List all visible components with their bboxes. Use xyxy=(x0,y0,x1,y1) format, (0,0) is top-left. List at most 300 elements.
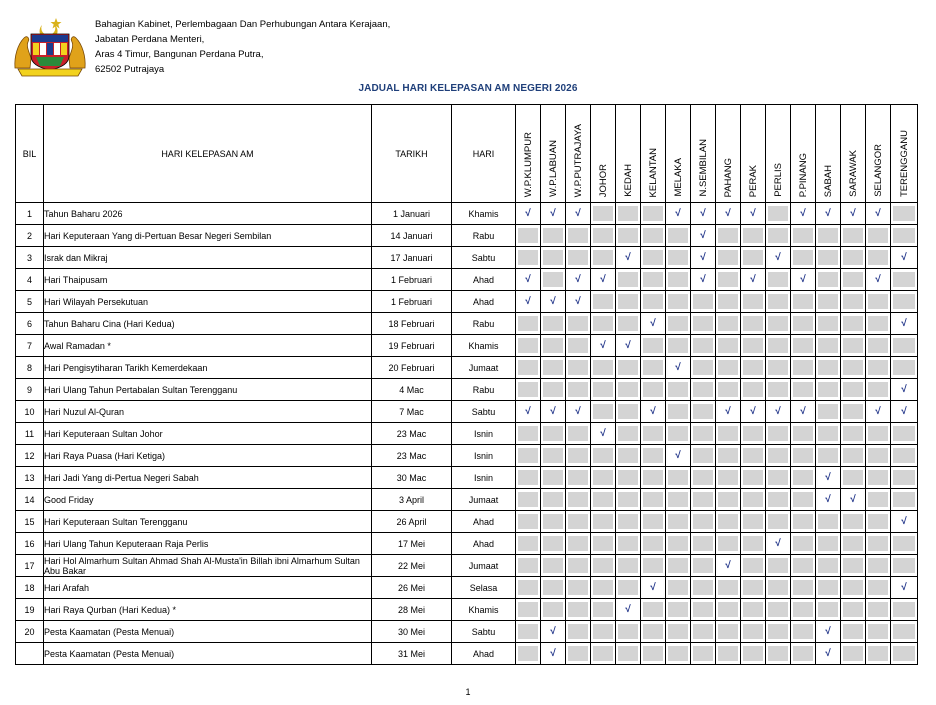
grey-fill xyxy=(893,492,915,507)
grey-fill xyxy=(818,426,838,441)
grey-fill xyxy=(643,250,663,265)
grey-fill xyxy=(718,492,738,507)
no-holiday-cell xyxy=(616,313,641,335)
no-holiday-cell xyxy=(866,489,891,511)
holiday-day: Rabu xyxy=(452,225,516,247)
table-row xyxy=(16,335,918,357)
table-row xyxy=(16,379,918,401)
no-holiday-cell xyxy=(841,401,866,423)
no-holiday-cell xyxy=(841,621,866,643)
no-holiday-cell xyxy=(691,577,716,599)
state-label: PERLIS xyxy=(772,163,784,197)
holiday-date: 23 Mac xyxy=(372,445,452,467)
no-holiday-cell xyxy=(791,489,816,511)
no-holiday-cell xyxy=(641,533,666,555)
no-holiday-cell xyxy=(516,577,541,599)
no-holiday-cell xyxy=(591,599,616,621)
no-holiday-cell xyxy=(666,247,691,269)
no-holiday-cell xyxy=(716,445,741,467)
table-row xyxy=(16,555,918,577)
no-holiday-cell xyxy=(691,643,716,665)
no-holiday-cell xyxy=(791,291,816,313)
grey-fill xyxy=(693,316,713,331)
holiday-check: √ xyxy=(741,269,766,291)
no-holiday-cell xyxy=(866,467,891,489)
holiday-day: Isnin xyxy=(452,445,516,467)
grey-fill xyxy=(843,646,863,661)
grey-fill xyxy=(618,536,638,551)
holiday-day: Isnin xyxy=(452,423,516,445)
no-holiday-cell xyxy=(766,313,791,335)
no-holiday-cell xyxy=(516,357,541,379)
no-holiday-cell xyxy=(766,555,791,577)
grey-fill xyxy=(618,316,638,331)
grey-fill xyxy=(643,646,663,661)
holiday-check: √ xyxy=(616,599,641,621)
no-holiday-cell xyxy=(616,291,641,313)
grey-fill xyxy=(568,382,588,397)
grey-fill xyxy=(743,580,763,595)
column-header-state xyxy=(616,105,641,203)
no-holiday-cell xyxy=(591,401,616,423)
grey-fill xyxy=(593,624,613,639)
grey-fill xyxy=(543,272,563,287)
holiday-day: Rabu xyxy=(452,313,516,335)
no-holiday-cell xyxy=(791,335,816,357)
no-holiday-cell xyxy=(516,555,541,577)
grey-fill xyxy=(643,536,663,551)
no-holiday-cell xyxy=(716,357,741,379)
table-row xyxy=(16,643,918,665)
no-holiday-cell xyxy=(666,621,691,643)
no-holiday-cell xyxy=(566,577,591,599)
grey-fill xyxy=(868,250,888,265)
holiday-day: Ahad xyxy=(452,533,516,555)
column-header-state xyxy=(641,105,666,203)
grey-fill xyxy=(768,272,788,287)
no-holiday-cell xyxy=(866,247,891,269)
row-number: 9 xyxy=(16,379,44,401)
holiday-check: √ xyxy=(516,291,541,313)
no-holiday-cell xyxy=(716,599,741,621)
no-holiday-cell xyxy=(641,467,666,489)
no-holiday-cell xyxy=(766,445,791,467)
no-holiday-cell xyxy=(641,203,666,225)
state-label: TERENGGANU xyxy=(898,129,910,197)
row-number: 5 xyxy=(16,291,44,313)
no-holiday-cell xyxy=(516,533,541,555)
grey-fill xyxy=(593,404,613,419)
grey-fill xyxy=(693,360,713,375)
no-holiday-cell xyxy=(541,423,566,445)
grey-fill xyxy=(568,228,588,243)
holiday-name: Hari Nuzul Al-Quran xyxy=(44,401,372,423)
no-holiday-cell xyxy=(516,511,541,533)
row-number: 20 xyxy=(16,621,44,643)
no-holiday-cell xyxy=(891,643,918,665)
no-holiday-cell xyxy=(716,533,741,555)
no-holiday-cell xyxy=(541,489,566,511)
grey-fill xyxy=(643,206,663,221)
holiday-name: Pesta Kaamatan (Pesta Menuai) xyxy=(44,621,372,643)
holiday-date: 7 Mac xyxy=(372,401,452,423)
grey-fill xyxy=(593,646,613,661)
no-holiday-cell xyxy=(841,269,866,291)
no-holiday-cell xyxy=(741,511,766,533)
no-holiday-cell xyxy=(716,577,741,599)
no-holiday-cell xyxy=(791,555,816,577)
no-holiday-cell xyxy=(716,247,741,269)
no-holiday-cell xyxy=(666,423,691,445)
grey-fill xyxy=(518,624,538,639)
no-holiday-cell xyxy=(641,489,666,511)
no-holiday-cell xyxy=(616,467,641,489)
no-holiday-cell xyxy=(566,533,591,555)
holiday-date: 17 Januari xyxy=(372,247,452,269)
holiday-check: √ xyxy=(866,401,891,423)
no-holiday-cell xyxy=(866,445,891,467)
no-holiday-cell xyxy=(566,467,591,489)
grey-fill xyxy=(668,624,688,639)
holiday-date: 19 Februari xyxy=(372,335,452,357)
no-holiday-cell xyxy=(766,203,791,225)
grey-fill xyxy=(668,514,688,529)
table-row xyxy=(16,203,918,225)
grey-fill xyxy=(743,228,763,243)
grey-fill xyxy=(543,558,563,573)
table-row xyxy=(16,577,918,599)
holiday-check: √ xyxy=(516,269,541,291)
no-holiday-cell xyxy=(891,599,918,621)
no-holiday-cell xyxy=(841,577,866,599)
grey-fill xyxy=(793,250,813,265)
page-number: 1 xyxy=(465,687,471,697)
no-holiday-cell xyxy=(616,423,641,445)
no-holiday-cell xyxy=(866,291,891,313)
grey-fill xyxy=(868,426,888,441)
no-holiday-cell xyxy=(616,401,641,423)
grey-fill xyxy=(543,426,563,441)
holiday-name: Hari Ulang Tahun Pertabalan Sultan Terengganu xyxy=(44,379,372,401)
grey-fill xyxy=(643,272,663,287)
grey-fill xyxy=(818,228,838,243)
grey-fill xyxy=(868,360,888,375)
no-holiday-cell xyxy=(716,511,741,533)
grey-fill xyxy=(518,558,538,573)
no-holiday-cell xyxy=(766,225,791,247)
state-label: P.PINANG xyxy=(797,152,809,197)
grey-fill xyxy=(868,580,888,595)
no-holiday-cell xyxy=(691,599,716,621)
no-holiday-cell xyxy=(516,445,541,467)
grey-fill xyxy=(843,514,863,529)
row-number: 15 xyxy=(16,511,44,533)
grey-fill xyxy=(793,492,813,507)
no-holiday-cell xyxy=(766,467,791,489)
grey-fill xyxy=(593,250,613,265)
no-holiday-cell xyxy=(866,577,891,599)
grey-fill xyxy=(893,536,915,551)
grey-fill xyxy=(693,294,713,309)
row-number: 7 xyxy=(16,335,44,357)
grey-fill xyxy=(518,602,538,617)
table-row xyxy=(16,445,918,467)
no-holiday-cell xyxy=(716,423,741,445)
grey-fill xyxy=(793,624,813,639)
grey-fill xyxy=(668,404,688,419)
office-address xyxy=(95,17,390,77)
no-holiday-cell xyxy=(566,621,591,643)
holiday-day: Ahad xyxy=(452,511,516,533)
no-holiday-cell xyxy=(591,533,616,555)
grey-fill xyxy=(743,338,763,353)
row-number: 13 xyxy=(16,467,44,489)
holiday-date: 1 Februari xyxy=(372,269,452,291)
no-holiday-cell xyxy=(841,599,866,621)
state-label: W.P.PUTRAJAYA xyxy=(572,123,584,197)
grey-fill xyxy=(643,294,663,309)
column-header-bil: BIL xyxy=(16,105,44,203)
holiday-day: Jumaat xyxy=(452,357,516,379)
holiday-day: Rabu xyxy=(452,379,516,401)
holiday-check: √ xyxy=(516,203,541,225)
grey-fill xyxy=(568,558,588,573)
grey-fill xyxy=(768,646,788,661)
holiday-name: Hari Wilayah Persekutuan xyxy=(44,291,372,313)
holiday-date: 23 Mac xyxy=(372,423,452,445)
grey-fill xyxy=(718,382,738,397)
no-holiday-cell xyxy=(841,555,866,577)
no-holiday-cell xyxy=(641,511,666,533)
no-holiday-cell xyxy=(516,621,541,643)
grey-fill xyxy=(868,514,888,529)
no-holiday-cell xyxy=(741,533,766,555)
grey-fill xyxy=(518,228,538,243)
no-holiday-cell xyxy=(816,577,841,599)
no-holiday-cell xyxy=(691,357,716,379)
no-holiday-cell xyxy=(741,225,766,247)
no-holiday-cell xyxy=(716,643,741,665)
holiday-check: √ xyxy=(541,203,566,225)
grey-fill xyxy=(568,580,588,595)
no-holiday-cell xyxy=(541,379,566,401)
holiday-date: 22 Mei xyxy=(372,555,452,577)
no-holiday-cell xyxy=(841,379,866,401)
no-holiday-cell xyxy=(791,357,816,379)
grey-fill xyxy=(718,426,738,441)
grey-fill xyxy=(618,206,638,221)
no-holiday-cell xyxy=(816,533,841,555)
table-row xyxy=(16,225,918,247)
table-row xyxy=(16,621,918,643)
grey-fill xyxy=(843,316,863,331)
no-holiday-cell xyxy=(541,577,566,599)
no-holiday-cell xyxy=(541,335,566,357)
no-holiday-cell xyxy=(566,423,591,445)
holiday-name: Tahun Baharu 2026 xyxy=(44,203,372,225)
no-holiday-cell xyxy=(866,555,891,577)
holiday-check: √ xyxy=(641,401,666,423)
no-holiday-cell xyxy=(591,621,616,643)
grey-fill xyxy=(668,492,688,507)
no-holiday-cell xyxy=(666,467,691,489)
grey-fill xyxy=(743,602,763,617)
grey-fill xyxy=(868,646,888,661)
grey-fill xyxy=(818,272,838,287)
grey-fill xyxy=(543,316,563,331)
grey-fill xyxy=(768,206,788,221)
holiday-name: Hari Arafah xyxy=(44,577,372,599)
holiday-check: √ xyxy=(891,313,918,335)
grey-fill xyxy=(568,250,588,265)
grey-fill xyxy=(518,470,538,485)
no-holiday-cell xyxy=(641,379,666,401)
grey-fill xyxy=(668,228,688,243)
holiday-check: √ xyxy=(816,489,841,511)
table-row xyxy=(16,247,918,269)
no-holiday-cell xyxy=(741,357,766,379)
no-holiday-cell xyxy=(741,247,766,269)
grey-fill xyxy=(568,492,588,507)
holiday-check: √ xyxy=(866,203,891,225)
no-holiday-cell xyxy=(891,423,918,445)
no-holiday-cell xyxy=(891,533,918,555)
grey-fill xyxy=(868,602,888,617)
no-holiday-cell xyxy=(591,225,616,247)
grey-fill xyxy=(593,228,613,243)
holiday-check: √ xyxy=(616,247,641,269)
grey-fill xyxy=(893,558,915,573)
no-holiday-cell xyxy=(616,357,641,379)
holiday-check: √ xyxy=(891,577,918,599)
column-header-state xyxy=(866,105,891,203)
no-holiday-cell xyxy=(616,621,641,643)
state-label: SARAWAK xyxy=(847,150,859,197)
column-header-state xyxy=(741,105,766,203)
no-holiday-cell xyxy=(891,291,918,313)
grey-fill xyxy=(668,338,688,353)
no-holiday-cell xyxy=(641,643,666,665)
grey-fill xyxy=(643,514,663,529)
grey-fill xyxy=(593,558,613,573)
grey-fill xyxy=(718,272,738,287)
holiday-check: √ xyxy=(691,203,716,225)
row-number: 3 xyxy=(16,247,44,269)
grey-fill xyxy=(593,492,613,507)
grey-fill xyxy=(568,338,588,353)
no-holiday-cell xyxy=(891,555,918,577)
no-holiday-cell xyxy=(891,225,918,247)
grey-fill xyxy=(743,382,763,397)
grey-fill xyxy=(543,602,563,617)
grey-fill xyxy=(543,470,563,485)
grey-fill xyxy=(743,646,763,661)
no-holiday-cell xyxy=(516,247,541,269)
grey-fill xyxy=(868,470,888,485)
grey-fill xyxy=(618,360,638,375)
no-holiday-cell xyxy=(891,467,918,489)
no-holiday-cell xyxy=(816,225,841,247)
grey-fill xyxy=(768,294,788,309)
no-holiday-cell xyxy=(766,423,791,445)
grey-fill xyxy=(593,382,613,397)
grey-fill xyxy=(618,646,638,661)
no-holiday-cell xyxy=(641,269,666,291)
no-holiday-cell xyxy=(541,533,566,555)
no-holiday-cell xyxy=(616,203,641,225)
holiday-date: 4 Mac xyxy=(372,379,452,401)
holiday-date: 30 Mac xyxy=(372,467,452,489)
grey-fill xyxy=(743,558,763,573)
holiday-date: 1 Januari xyxy=(372,203,452,225)
no-holiday-cell xyxy=(566,445,591,467)
grey-fill xyxy=(768,492,788,507)
grey-fill xyxy=(868,558,888,573)
column-header-state xyxy=(566,105,591,203)
no-holiday-cell xyxy=(666,489,691,511)
no-holiday-cell xyxy=(741,313,766,335)
grey-fill xyxy=(643,470,663,485)
grey-fill xyxy=(843,558,863,573)
no-holiday-cell xyxy=(566,225,591,247)
holiday-name: Hari Hol Almarhum Sultan Ahmad Shah Al-Musta'in Billah ibni Almarhum Sultan Abu Bakar xyxy=(44,555,372,577)
holiday-date: 30 Mei xyxy=(372,621,452,643)
no-holiday-cell xyxy=(716,489,741,511)
grey-fill xyxy=(718,360,738,375)
no-holiday-cell xyxy=(516,489,541,511)
grey-fill xyxy=(843,338,863,353)
grey-fill xyxy=(818,338,838,353)
grey-fill xyxy=(518,536,538,551)
no-holiday-cell xyxy=(566,357,591,379)
grey-fill xyxy=(868,536,888,551)
no-holiday-cell xyxy=(741,445,766,467)
address-line: Bahagian Kabinet, Perlembagaan Dan Perhubungan Antara Kerajaan, xyxy=(95,19,391,30)
grey-fill xyxy=(818,360,838,375)
grey-fill xyxy=(643,382,663,397)
holiday-check: √ xyxy=(891,401,918,423)
holiday-check: √ xyxy=(566,291,591,313)
holiday-check: √ xyxy=(541,621,566,643)
table-body xyxy=(16,203,918,665)
holiday-check: √ xyxy=(591,269,616,291)
grey-fill xyxy=(843,404,863,419)
grey-fill xyxy=(868,338,888,353)
grey-fill xyxy=(818,294,838,309)
grey-fill xyxy=(693,492,713,507)
grey-fill xyxy=(693,624,713,639)
row-number xyxy=(16,643,44,665)
grey-fill xyxy=(843,228,863,243)
no-holiday-cell xyxy=(766,269,791,291)
grey-fill xyxy=(768,580,788,595)
holiday-name: Hari Raya Qurban (Hari Kedua) * xyxy=(44,599,372,621)
grey-fill xyxy=(693,470,713,485)
no-holiday-cell xyxy=(791,445,816,467)
grey-fill xyxy=(768,426,788,441)
grey-fill xyxy=(793,602,813,617)
no-holiday-cell xyxy=(866,423,891,445)
no-holiday-cell xyxy=(791,577,816,599)
grey-fill xyxy=(568,514,588,529)
grey-fill xyxy=(718,316,738,331)
no-holiday-cell xyxy=(766,357,791,379)
holiday-date: 28 Mei xyxy=(372,599,452,621)
grey-fill xyxy=(593,316,613,331)
no-holiday-cell xyxy=(591,247,616,269)
no-holiday-cell xyxy=(766,643,791,665)
state-label: MELAKA xyxy=(672,158,684,197)
